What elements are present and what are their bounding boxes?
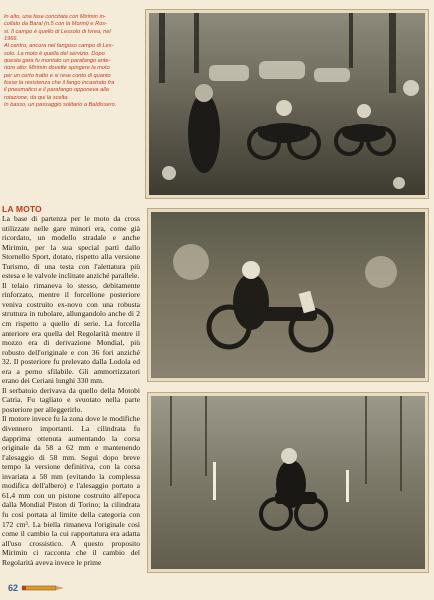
caption-line: In alto, una fase concitata con Mirimin in-	[4, 14, 106, 20]
photo-race-group	[146, 10, 428, 198]
page-footer	[0, 580, 434, 600]
photo-race-group-image	[149, 13, 425, 195]
caption-line: 1966.	[4, 36, 18, 43]
pencil-icon	[22, 582, 66, 594]
photo-solo-rider	[148, 393, 428, 572]
caption-line: per un certo tratto e si rese conto di quanto	[4, 72, 111, 79]
page-number: 62	[8, 583, 19, 593]
article-body	[2, 204, 140, 567]
caption-line: questa gara fu montato un parafango ante-	[4, 58, 111, 65]
photo-caption	[4, 14, 142, 109]
caption-line: fosse la resistenza che il fango incastrato fra	[4, 80, 115, 87]
caption-line: Al centro, ancora nel fangoso campo di Les-	[4, 43, 114, 50]
article-paragraph: Il telaio rimaneva lo stesso, debitamente rinforzato, mentre il forcellone posteriore veniva costruito ex-novo con una robusta struttura in tubolare, allungandolo anche di 2 cm rispetto a quello di serie. La forcella anteriore era quella del Regolarità mentre il mozzo era di derivazione Mondial, più robusto dell'originale e con 36 fori anziché 32. Il posteriore fu prelevato dalla Lodola ed era a perno sfilabile. Gli ammortizzatori erano dei Ceriani lunghi 330 mm.	[2, 280, 140, 386]
caption-line: il pneumatico e il parafango opponeva alla	[4, 87, 109, 94]
caption-line: rotazione, da qui la scelta.	[4, 94, 69, 101]
photo-solo-rider-image	[151, 396, 425, 569]
article-paragraph: La base di partenza per le moto da cross utilizzate nelle gare minori era, come già ricordato, un modello stradale e anche Mirimin, per la sua special parti dallo Stornello Sport, dotato, rispetto alla versione Turismo, di una testa con l'alettatura più estesa e le valvole inclinate anziché parallele.	[2, 214, 140, 281]
caption-line: In basso, un passaggio solitario a Baldissero.	[4, 102, 117, 109]
article-paragraph: Il motore invece fu la zona dove le modifiche divennero importanti. La cilindrata fu dapprima ottenuta aumentando la corsa originale da 58 a 62 mm e mantenendo l'alesaggio di 58 mm. Seguì dopo breve tempo la versione definitiva, con la corsa invariata a 58 mm (evitando la complessa modifica dell'albero) e l'alesaggio portato a 61,4 mm con un pistone costruito all'epoca dalla Mondial Piston di Torino; la cilindrata fu così portata al limite della categoria con 172 cm³. La biella rimaneva l'originale così come il cambio la cui rapportatura era adatta all'uso crossistico. A questo proposito Mirimin ci racconta che il cambio del Regolarità aveva invece le prime	[2, 414, 140, 567]
photo-muddy-jump-image	[151, 212, 425, 378]
article-paragraph: Il serbatoio derivava da quello della Motobi Catria. Fu tagliato e svuotato nella parte posteriore per alleggerirlo.	[2, 385, 140, 414]
caption-line: collato da Baral (n.5 con la Morini) e Ros-	[4, 21, 107, 28]
caption-line: si. Il campo è quello di Lessolo di Ivrea, nel	[4, 28, 111, 35]
caption-line: riore alto: Mirimin dovette spingere la moto	[4, 65, 110, 72]
section-heading: LA MOTO	[2, 204, 42, 214]
caption-line: solo. La moto è quella del servizio. Dopo	[4, 50, 105, 57]
photo-muddy-jump	[148, 209, 428, 381]
